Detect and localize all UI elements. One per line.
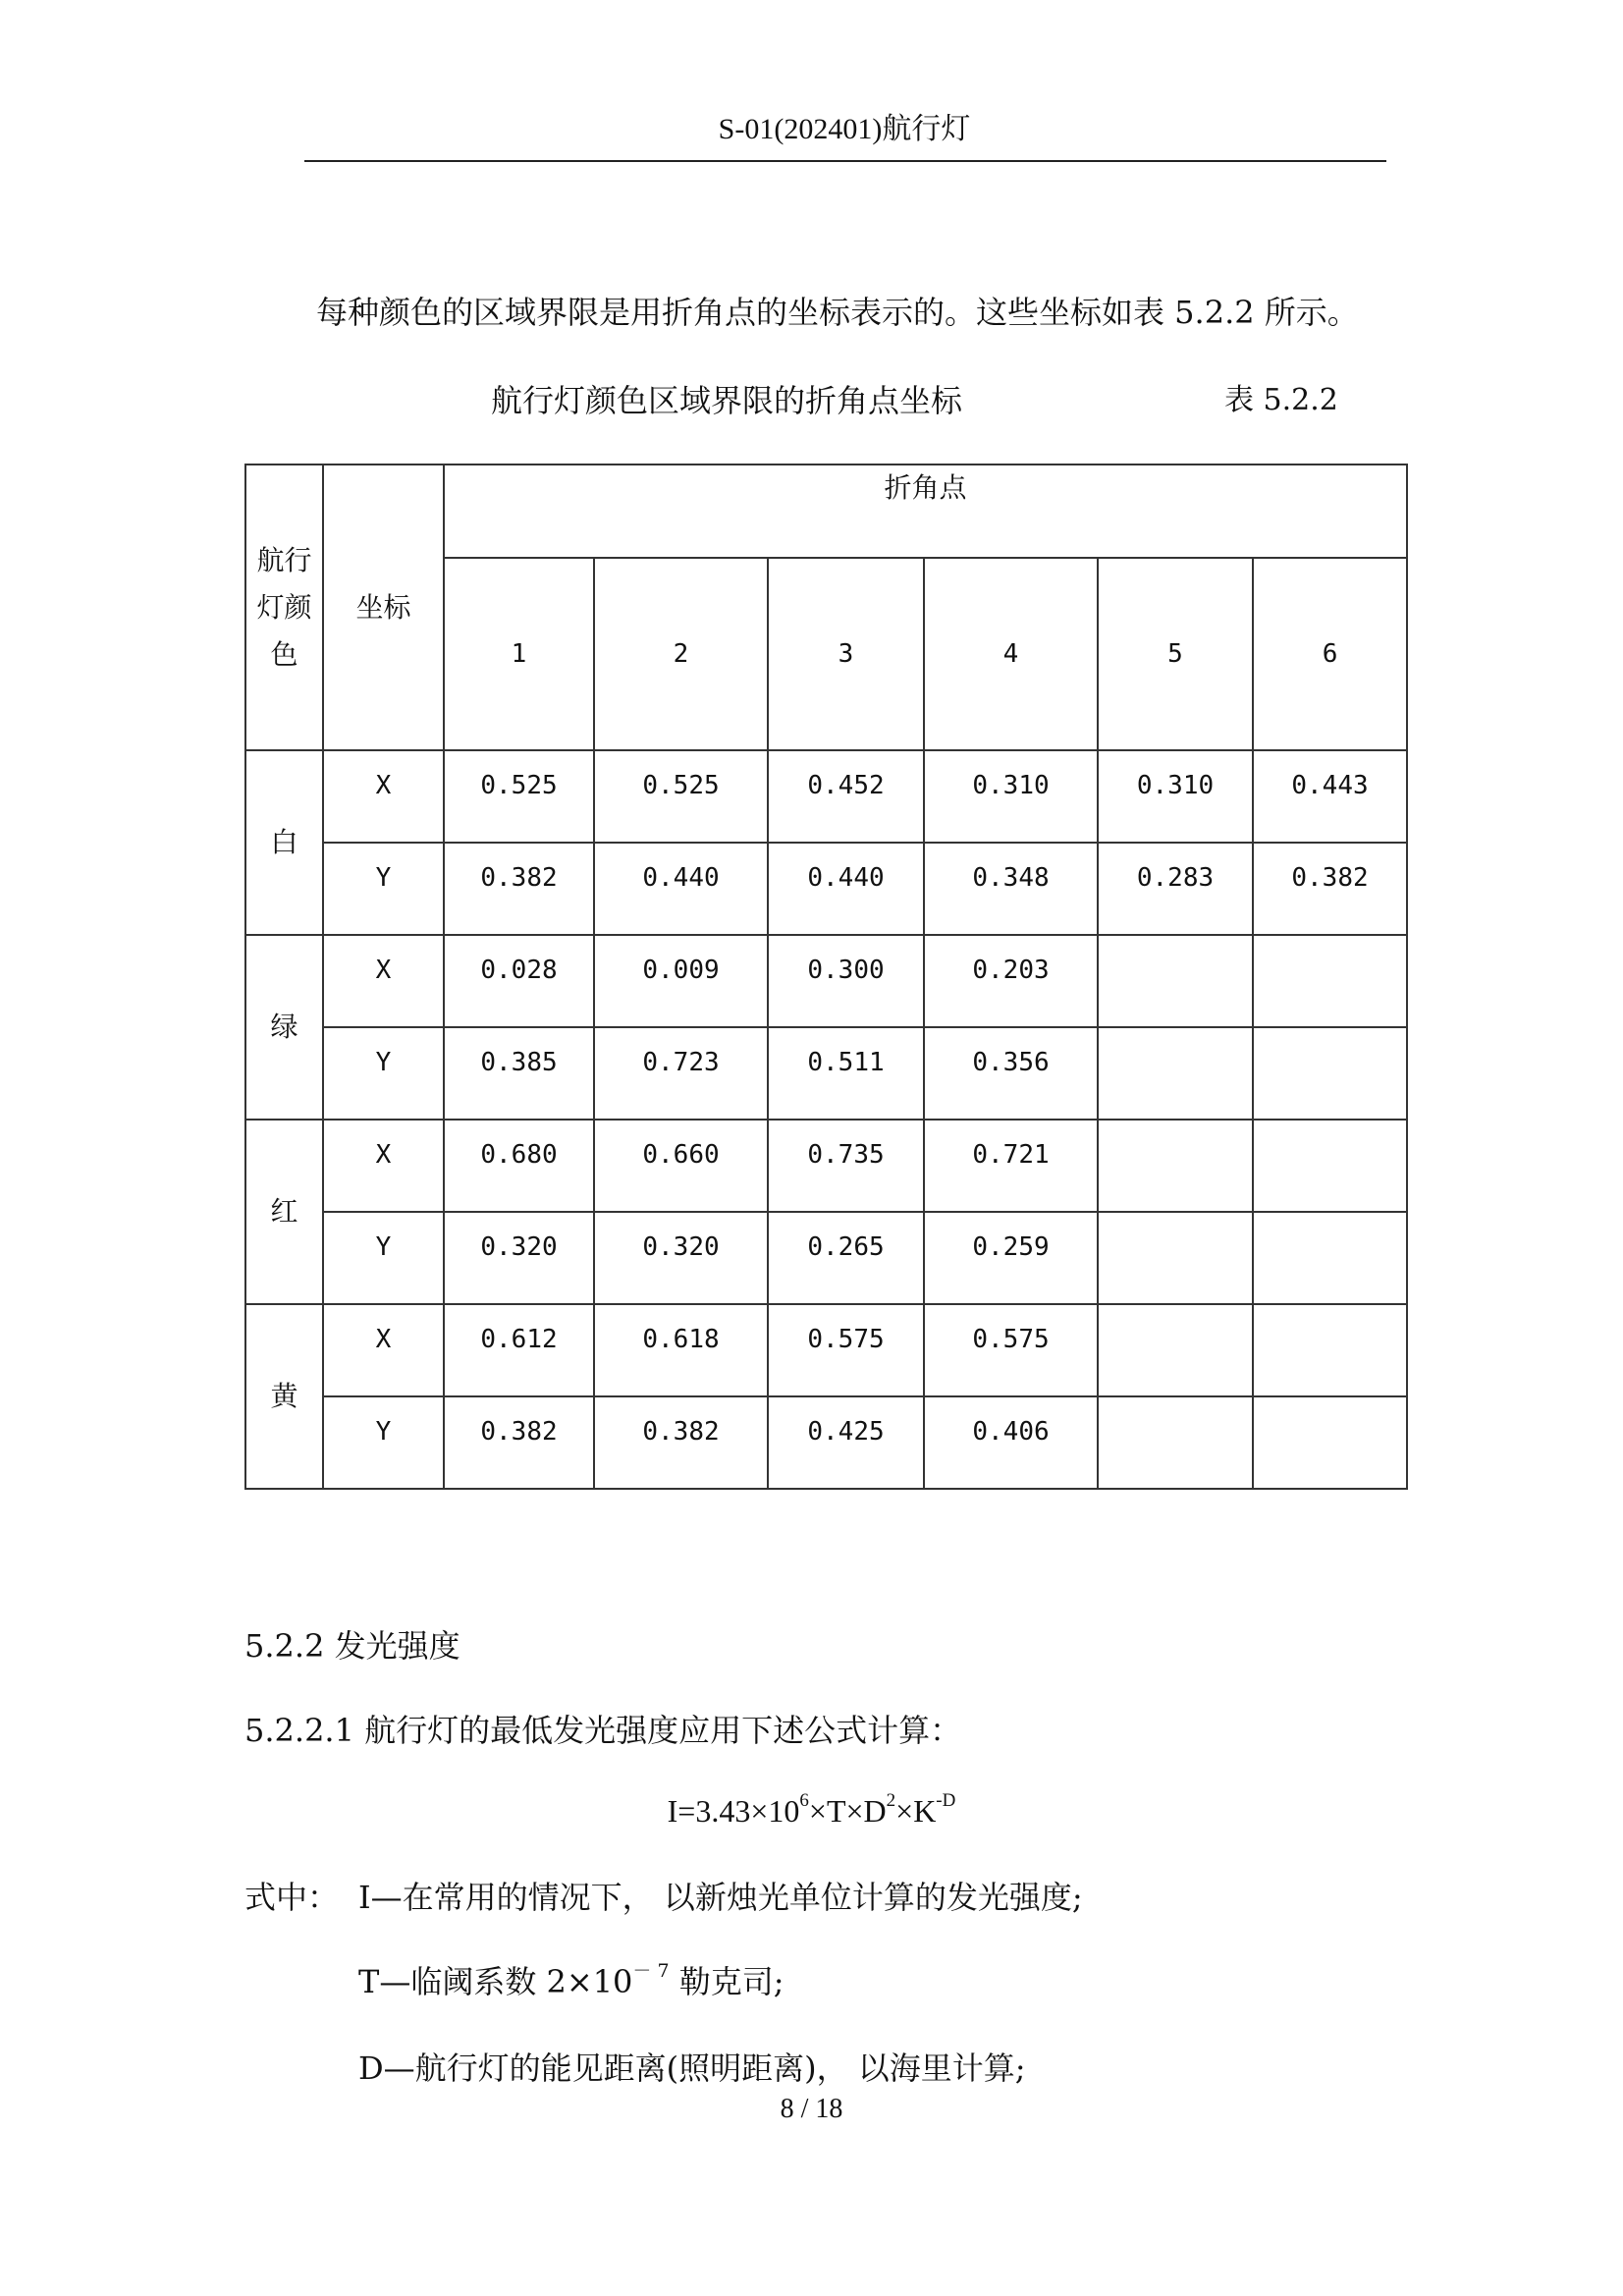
value-cell: 0.320 bbox=[594, 1212, 768, 1304]
value-cell: 0.382 bbox=[594, 1396, 768, 1489]
value-cell: 0.575 bbox=[768, 1304, 924, 1396]
value-cell: 0.385 bbox=[444, 1027, 594, 1120]
light-color-cell: 黄 bbox=[245, 1304, 323, 1489]
value-cell bbox=[1253, 935, 1407, 1027]
value-cell: 0.356 bbox=[924, 1027, 1098, 1120]
value-cell: 0.382 bbox=[444, 843, 594, 935]
table-row bbox=[245, 1212, 1407, 1304]
value-cell: 0.660 bbox=[594, 1120, 768, 1212]
axis-cell: X bbox=[323, 935, 444, 1027]
header-rule bbox=[304, 160, 1386, 162]
light-color-cell: 白 bbox=[245, 750, 323, 935]
value-cell: 0.735 bbox=[768, 1120, 924, 1212]
value-cell: 0.259 bbox=[924, 1212, 1098, 1304]
value-cell: 0.440 bbox=[594, 843, 768, 935]
table-caption-number: 表 5.2.2 bbox=[1224, 383, 1338, 417]
value-cell: 0.203 bbox=[924, 935, 1098, 1027]
table-row bbox=[245, 1304, 1407, 1396]
page-number: 8 / 18 bbox=[780, 2094, 843, 2124]
corner-number-6: 6 bbox=[1253, 558, 1407, 750]
value-cell bbox=[1098, 1120, 1253, 1212]
value-cell bbox=[1253, 1027, 1407, 1120]
light-color-cell: 红 bbox=[245, 1120, 323, 1304]
corner-number-3: 3 bbox=[768, 558, 924, 750]
section-subheading: 5.2.2.1 航行灯的最低发光强度应用下述公式计算： bbox=[244, 1712, 962, 1749]
value-cell: 0.721 bbox=[924, 1120, 1098, 1212]
table-row bbox=[245, 935, 1407, 1027]
value-cell bbox=[1098, 1027, 1253, 1120]
value-cell: 0.618 bbox=[594, 1304, 768, 1396]
value-cell: 0.310 bbox=[1098, 750, 1253, 843]
header-corner-points: 折角点 bbox=[444, 465, 1407, 558]
corner-number-4: 4 bbox=[924, 558, 1098, 750]
value-cell: 0.348 bbox=[924, 843, 1098, 935]
header-coordinate: 坐标 bbox=[323, 465, 444, 750]
definition-t: T—临阈系数 $2\times 10^{- 7}$ 勒克司; bbox=[358, 1960, 784, 2000]
value-cell: 0.028 bbox=[444, 935, 594, 1027]
value-cell: 0.009 bbox=[594, 935, 768, 1027]
value-cell: 0.265 bbox=[768, 1212, 924, 1304]
value-cell bbox=[1253, 1212, 1407, 1304]
value-cell bbox=[1253, 1396, 1407, 1489]
value-cell: 0.300 bbox=[768, 935, 924, 1027]
value-cell: 0.452 bbox=[768, 750, 924, 843]
page-header: S-01(202401)航行灯 bbox=[718, 113, 971, 145]
corner-number-1: 1 bbox=[444, 558, 594, 750]
table-row bbox=[245, 1027, 1407, 1120]
value-cell bbox=[1098, 1304, 1253, 1396]
table-row bbox=[245, 843, 1407, 935]
definitions-label: 式中： bbox=[244, 1879, 340, 1916]
value-cell bbox=[1098, 935, 1253, 1027]
value-cell: 0.320 bbox=[444, 1212, 594, 1304]
definition-i: I—在常用的情况下， 以新烛光单位计算的发光强度; bbox=[358, 1879, 1083, 1916]
table-row bbox=[245, 1396, 1407, 1489]
value-cell: 0.525 bbox=[594, 750, 768, 843]
section-heading: 5.2.2 发光强度 bbox=[244, 1627, 460, 1665]
value-cell: 0.575 bbox=[924, 1304, 1098, 1396]
value-cell: 0.612 bbox=[444, 1304, 594, 1396]
corner-number-5: 5 bbox=[1098, 558, 1253, 750]
table-caption-title: 航行灯颜色区域界限的折角点坐标 bbox=[491, 382, 963, 419]
value-cell bbox=[1253, 1120, 1407, 1212]
value-cell: 0.525 bbox=[444, 750, 594, 843]
value-cell: 0.283 bbox=[1098, 843, 1253, 935]
value-cell: 0.680 bbox=[444, 1120, 594, 1212]
intensity-formula: $I=3.43\times 10^6\times T\times D^2\times K^{-D}$ bbox=[667, 1790, 956, 1829]
intro-paragraph: 每种颜色的区域界限是用折角点的坐标表示的。这些坐标如表 5.2.2 所示。 bbox=[316, 294, 1359, 331]
value-cell: 0.723 bbox=[594, 1027, 768, 1120]
value-cell bbox=[1098, 1396, 1253, 1489]
corner-number-2: 2 bbox=[594, 558, 768, 750]
light-color-cell: 绿 bbox=[245, 935, 323, 1120]
value-cell bbox=[1098, 1212, 1253, 1304]
header-light-color: 航行灯颜色 bbox=[245, 465, 323, 750]
value-cell: 0.443 bbox=[1253, 750, 1407, 843]
definition-d: D—航行灯的能见距离(照明距离)， 以海里计算; bbox=[358, 2050, 1026, 2087]
value-cell: 0.382 bbox=[444, 1396, 594, 1489]
table-row bbox=[245, 750, 1407, 843]
corner-coordinates-table bbox=[244, 464, 1408, 1490]
value-cell: 0.382 bbox=[1253, 843, 1407, 935]
value-cell: 0.425 bbox=[768, 1396, 924, 1489]
value-cell: 0.440 bbox=[768, 843, 924, 935]
table-row bbox=[245, 1120, 1407, 1212]
axis-cell: Y bbox=[323, 1212, 444, 1304]
axis-cell: Y bbox=[323, 1027, 444, 1120]
axis-cell: Y bbox=[323, 843, 444, 935]
axis-cell: Y bbox=[323, 1396, 444, 1489]
value-cell: 0.310 bbox=[924, 750, 1098, 843]
axis-cell: X bbox=[323, 1304, 444, 1396]
axis-cell: X bbox=[323, 1120, 444, 1212]
value-cell bbox=[1253, 1304, 1407, 1396]
value-cell: 0.511 bbox=[768, 1027, 924, 1120]
value-cell: 0.406 bbox=[924, 1396, 1098, 1489]
axis-cell: X bbox=[323, 750, 444, 843]
